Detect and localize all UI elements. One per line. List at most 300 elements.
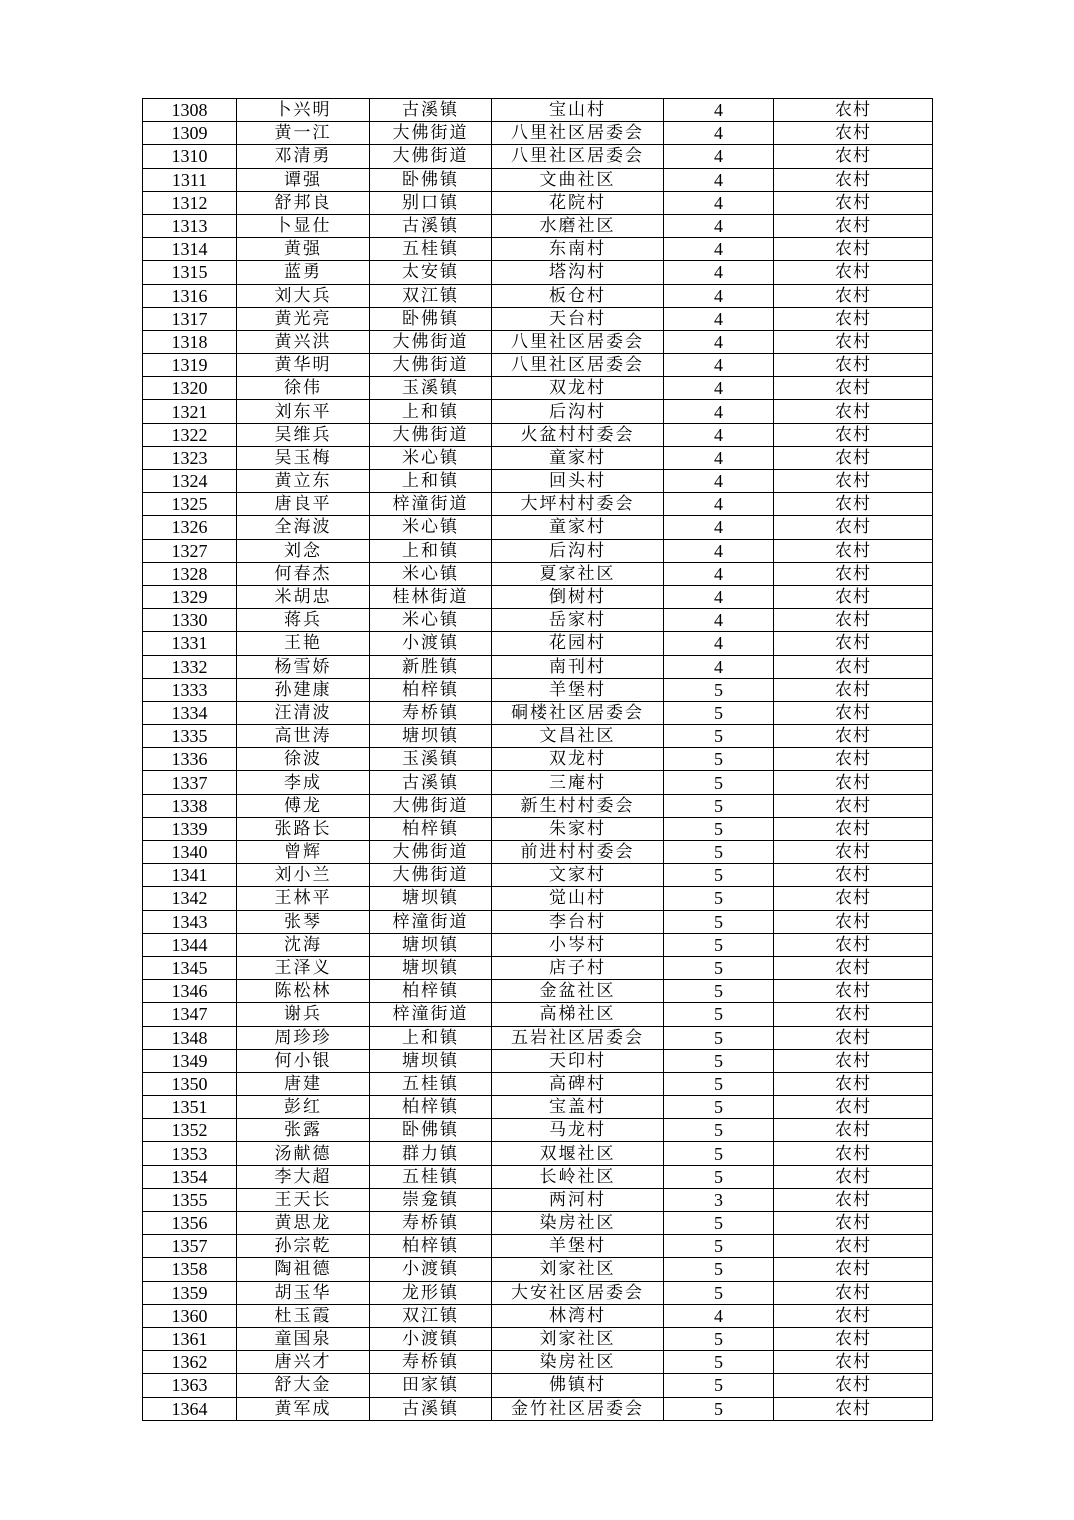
row-number-cell: 1342 bbox=[143, 887, 237, 910]
person-name-cell: 蓝勇 bbox=[237, 261, 370, 284]
village-cell: 天印村 bbox=[492, 1049, 664, 1072]
village-cell: 刘家社区 bbox=[492, 1327, 664, 1350]
area-type-cell: 农村 bbox=[774, 1212, 933, 1235]
level-cell: 4 bbox=[664, 423, 774, 446]
town-cell: 别口镇 bbox=[370, 191, 492, 214]
person-name-cell: 唐良平 bbox=[237, 493, 370, 516]
village-cell: 小岑村 bbox=[492, 933, 664, 956]
table-row bbox=[143, 99, 933, 122]
village-cell: 文曲社区 bbox=[492, 168, 664, 191]
village-cell: 天台村 bbox=[492, 307, 664, 330]
area-type-cell: 农村 bbox=[774, 191, 933, 214]
level-cell: 4 bbox=[664, 191, 774, 214]
row-number-cell: 1338 bbox=[143, 794, 237, 817]
area-type-cell: 农村 bbox=[774, 1003, 933, 1026]
village-cell: 后沟村 bbox=[492, 400, 664, 423]
person-name-cell: 全海波 bbox=[237, 516, 370, 539]
level-cell: 4 bbox=[664, 609, 774, 632]
area-type-cell: 农村 bbox=[774, 887, 933, 910]
area-type-cell: 农村 bbox=[774, 701, 933, 724]
town-cell: 五桂镇 bbox=[370, 1072, 492, 1095]
area-type-cell: 农村 bbox=[774, 864, 933, 887]
level-cell: 4 bbox=[664, 261, 774, 284]
table-row bbox=[143, 1165, 933, 1188]
table-row bbox=[143, 748, 933, 771]
row-number-cell: 1331 bbox=[143, 632, 237, 655]
village-cell: 水磨社区 bbox=[492, 214, 664, 237]
table-row bbox=[143, 446, 933, 469]
village-cell: 羊堡村 bbox=[492, 678, 664, 701]
table-row bbox=[143, 562, 933, 585]
town-cell: 柏梓镇 bbox=[370, 678, 492, 701]
person-name-cell: 黄光亮 bbox=[237, 307, 370, 330]
person-name-cell: 彭红 bbox=[237, 1096, 370, 1119]
person-name-cell: 陶祖德 bbox=[237, 1258, 370, 1281]
area-type-cell: 农村 bbox=[774, 725, 933, 748]
town-cell: 塘坝镇 bbox=[370, 725, 492, 748]
table-row bbox=[143, 168, 933, 191]
person-name-cell: 黄思龙 bbox=[237, 1212, 370, 1235]
area-type-cell: 农村 bbox=[774, 354, 933, 377]
person-name-cell: 张琴 bbox=[237, 910, 370, 933]
village-cell: 花园村 bbox=[492, 632, 664, 655]
row-number-cell: 1334 bbox=[143, 701, 237, 724]
area-type-cell: 农村 bbox=[774, 1374, 933, 1397]
town-cell: 寿桥镇 bbox=[370, 1351, 492, 1374]
town-cell: 小渡镇 bbox=[370, 632, 492, 655]
level-cell: 5 bbox=[664, 1235, 774, 1258]
level-cell: 5 bbox=[664, 748, 774, 771]
area-type-cell: 农村 bbox=[774, 214, 933, 237]
town-cell: 古溪镇 bbox=[370, 771, 492, 794]
town-cell: 塘坝镇 bbox=[370, 887, 492, 910]
person-name-cell: 黄军成 bbox=[237, 1397, 370, 1420]
town-cell: 大佛街道 bbox=[370, 864, 492, 887]
area-type-cell: 农村 bbox=[774, 168, 933, 191]
table-row bbox=[143, 1212, 933, 1235]
level-cell: 5 bbox=[664, 1119, 774, 1142]
town-cell: 新胜镇 bbox=[370, 655, 492, 678]
town-cell: 梓潼街道 bbox=[370, 493, 492, 516]
area-type-cell: 农村 bbox=[774, 841, 933, 864]
level-cell: 4 bbox=[664, 400, 774, 423]
person-name-cell: 谢兵 bbox=[237, 1003, 370, 1026]
village-cell: 染房社区 bbox=[492, 1212, 664, 1235]
person-name-cell: 吴维兵 bbox=[237, 423, 370, 446]
table-row bbox=[143, 701, 933, 724]
level-cell: 5 bbox=[664, 678, 774, 701]
table-row bbox=[143, 1397, 933, 1420]
level-cell: 3 bbox=[664, 1188, 774, 1211]
table-row bbox=[143, 980, 933, 1003]
person-name-cell: 黄华明 bbox=[237, 354, 370, 377]
person-name-cell: 卜显仕 bbox=[237, 214, 370, 237]
area-type-cell: 农村 bbox=[774, 423, 933, 446]
person-name-cell: 蒋兵 bbox=[237, 609, 370, 632]
area-type-cell: 农村 bbox=[774, 1072, 933, 1095]
area-type-cell: 农村 bbox=[774, 910, 933, 933]
person-name-cell: 张露 bbox=[237, 1119, 370, 1142]
area-type-cell: 农村 bbox=[774, 748, 933, 771]
town-cell: 大佛街道 bbox=[370, 122, 492, 145]
village-cell: 马龙村 bbox=[492, 1119, 664, 1142]
town-cell: 上和镇 bbox=[370, 400, 492, 423]
level-cell: 4 bbox=[664, 493, 774, 516]
village-cell: 高碑村 bbox=[492, 1072, 664, 1095]
village-cell: 新生村村委会 bbox=[492, 794, 664, 817]
area-type-cell: 农村 bbox=[774, 933, 933, 956]
village-cell: 羊堡村 bbox=[492, 1235, 664, 1258]
town-cell: 卧佛镇 bbox=[370, 1119, 492, 1142]
level-cell: 5 bbox=[664, 1096, 774, 1119]
person-name-cell: 杜玉霞 bbox=[237, 1304, 370, 1327]
town-cell: 上和镇 bbox=[370, 539, 492, 562]
level-cell: 5 bbox=[664, 1281, 774, 1304]
person-name-cell: 孙宗乾 bbox=[237, 1235, 370, 1258]
area-type-cell: 农村 bbox=[774, 794, 933, 817]
village-cell: 大安社区居委会 bbox=[492, 1281, 664, 1304]
level-cell: 5 bbox=[664, 771, 774, 794]
person-name-cell: 李大超 bbox=[237, 1165, 370, 1188]
area-type-cell: 农村 bbox=[774, 1142, 933, 1165]
level-cell: 5 bbox=[664, 1212, 774, 1235]
village-cell: 李台村 bbox=[492, 910, 664, 933]
person-name-cell: 徐波 bbox=[237, 748, 370, 771]
village-cell: 花院村 bbox=[492, 191, 664, 214]
level-cell: 5 bbox=[664, 933, 774, 956]
area-type-cell: 农村 bbox=[774, 400, 933, 423]
table-row bbox=[143, 307, 933, 330]
person-name-cell: 李成 bbox=[237, 771, 370, 794]
row-number-cell: 1341 bbox=[143, 864, 237, 887]
row-number-cell: 1322 bbox=[143, 423, 237, 446]
table-row bbox=[143, 214, 933, 237]
village-cell: 文家村 bbox=[492, 864, 664, 887]
village-cell: 童家村 bbox=[492, 516, 664, 539]
village-cell: 双龙村 bbox=[492, 748, 664, 771]
table-row bbox=[143, 655, 933, 678]
person-name-cell: 周珍珍 bbox=[237, 1026, 370, 1049]
village-cell: 长岭社区 bbox=[492, 1165, 664, 1188]
village-cell: 金盆社区 bbox=[492, 980, 664, 1003]
village-cell: 佛镇村 bbox=[492, 1374, 664, 1397]
town-cell: 古溪镇 bbox=[370, 99, 492, 122]
row-number-cell: 1356 bbox=[143, 1212, 237, 1235]
row-number-cell: 1345 bbox=[143, 956, 237, 979]
village-cell: 八里社区居委会 bbox=[492, 145, 664, 168]
row-number-cell: 1363 bbox=[143, 1374, 237, 1397]
row-number-cell: 1351 bbox=[143, 1096, 237, 1119]
village-cell: 夏家社区 bbox=[492, 562, 664, 585]
town-cell: 柏梓镇 bbox=[370, 1235, 492, 1258]
area-type-cell: 农村 bbox=[774, 446, 933, 469]
level-cell: 4 bbox=[664, 122, 774, 145]
person-name-cell: 刘小兰 bbox=[237, 864, 370, 887]
village-cell: 觉山村 bbox=[492, 887, 664, 910]
area-type-cell: 农村 bbox=[774, 678, 933, 701]
level-cell: 4 bbox=[664, 655, 774, 678]
table-row bbox=[143, 1072, 933, 1095]
village-cell: 童家村 bbox=[492, 446, 664, 469]
town-cell: 玉溪镇 bbox=[370, 748, 492, 771]
level-cell: 5 bbox=[664, 1072, 774, 1095]
area-type-cell: 农村 bbox=[774, 585, 933, 608]
town-cell: 上和镇 bbox=[370, 1026, 492, 1049]
table-row bbox=[143, 516, 933, 539]
person-name-cell: 高世涛 bbox=[237, 725, 370, 748]
level-cell: 5 bbox=[664, 956, 774, 979]
level-cell: 4 bbox=[664, 168, 774, 191]
table-row bbox=[143, 771, 933, 794]
level-cell: 4 bbox=[664, 238, 774, 261]
row-number-cell: 1321 bbox=[143, 400, 237, 423]
area-type-cell: 农村 bbox=[774, 145, 933, 168]
table-row bbox=[143, 1049, 933, 1072]
row-number-cell: 1353 bbox=[143, 1142, 237, 1165]
row-number-cell: 1364 bbox=[143, 1397, 237, 1420]
person-name-cell: 王艳 bbox=[237, 632, 370, 655]
row-number-cell: 1343 bbox=[143, 910, 237, 933]
village-cell: 火盆村村委会 bbox=[492, 423, 664, 446]
person-name-cell: 童国泉 bbox=[237, 1327, 370, 1350]
person-name-cell: 徐伟 bbox=[237, 377, 370, 400]
row-number-cell: 1315 bbox=[143, 261, 237, 284]
person-name-cell: 王泽义 bbox=[237, 956, 370, 979]
village-cell: 五岩社区居委会 bbox=[492, 1026, 664, 1049]
row-number-cell: 1332 bbox=[143, 655, 237, 678]
town-cell: 小渡镇 bbox=[370, 1258, 492, 1281]
person-name-cell: 唐兴才 bbox=[237, 1351, 370, 1374]
village-cell: 林湾村 bbox=[492, 1304, 664, 1327]
table-row bbox=[143, 817, 933, 840]
row-number-cell: 1354 bbox=[143, 1165, 237, 1188]
level-cell: 5 bbox=[664, 1397, 774, 1420]
level-cell: 5 bbox=[664, 887, 774, 910]
table-row bbox=[143, 330, 933, 353]
town-cell: 太安镇 bbox=[370, 261, 492, 284]
village-cell: 双堰社区 bbox=[492, 1142, 664, 1165]
table-row bbox=[143, 1304, 933, 1327]
level-cell: 4 bbox=[664, 585, 774, 608]
row-number-cell: 1358 bbox=[143, 1258, 237, 1281]
table-row bbox=[143, 354, 933, 377]
area-type-cell: 农村 bbox=[774, 377, 933, 400]
row-number-cell: 1337 bbox=[143, 771, 237, 794]
row-number-cell: 1316 bbox=[143, 284, 237, 307]
town-cell: 田家镇 bbox=[370, 1374, 492, 1397]
row-number-cell: 1308 bbox=[143, 99, 237, 122]
table-row bbox=[143, 470, 933, 493]
table-row bbox=[143, 585, 933, 608]
person-name-cell: 胡玉华 bbox=[237, 1281, 370, 1304]
town-cell: 双江镇 bbox=[370, 1304, 492, 1327]
level-cell: 4 bbox=[664, 354, 774, 377]
table-row bbox=[143, 1096, 933, 1119]
level-cell: 4 bbox=[664, 145, 774, 168]
village-cell: 南刊村 bbox=[492, 655, 664, 678]
table-row bbox=[143, 1003, 933, 1026]
village-cell: 高梯社区 bbox=[492, 1003, 664, 1026]
person-name-cell: 唐建 bbox=[237, 1072, 370, 1095]
roster-table-body bbox=[143, 99, 933, 1421]
area-type-cell: 农村 bbox=[774, 1397, 933, 1420]
row-number-cell: 1314 bbox=[143, 238, 237, 261]
town-cell: 大佛街道 bbox=[370, 794, 492, 817]
area-type-cell: 农村 bbox=[774, 516, 933, 539]
table-row bbox=[143, 864, 933, 887]
person-name-cell: 何小银 bbox=[237, 1049, 370, 1072]
person-name-cell: 傅龙 bbox=[237, 794, 370, 817]
table-row bbox=[143, 539, 933, 562]
village-cell: 刘家社区 bbox=[492, 1258, 664, 1281]
town-cell: 米心镇 bbox=[370, 562, 492, 585]
village-cell: 三庵村 bbox=[492, 771, 664, 794]
town-cell: 米心镇 bbox=[370, 446, 492, 469]
area-type-cell: 农村 bbox=[774, 539, 933, 562]
table-row bbox=[143, 956, 933, 979]
person-name-cell: 黄强 bbox=[237, 238, 370, 261]
person-name-cell: 黄兴洪 bbox=[237, 330, 370, 353]
area-type-cell: 农村 bbox=[774, 1026, 933, 1049]
row-number-cell: 1310 bbox=[143, 145, 237, 168]
row-number-cell: 1325 bbox=[143, 493, 237, 516]
village-cell: 朱家村 bbox=[492, 817, 664, 840]
village-cell: 文昌社区 bbox=[492, 725, 664, 748]
row-number-cell: 1348 bbox=[143, 1026, 237, 1049]
row-number-cell: 1311 bbox=[143, 168, 237, 191]
row-number-cell: 1359 bbox=[143, 1281, 237, 1304]
village-cell: 大坪村村委会 bbox=[492, 493, 664, 516]
level-cell: 5 bbox=[664, 794, 774, 817]
level-cell: 5 bbox=[664, 1327, 774, 1350]
area-type-cell: 农村 bbox=[774, 562, 933, 585]
village-cell: 塔沟村 bbox=[492, 261, 664, 284]
level-cell: 5 bbox=[664, 1374, 774, 1397]
table-row bbox=[143, 609, 933, 632]
person-name-cell: 卜兴明 bbox=[237, 99, 370, 122]
level-cell: 5 bbox=[664, 1142, 774, 1165]
area-type-cell: 农村 bbox=[774, 1119, 933, 1142]
town-cell: 梓潼街道 bbox=[370, 1003, 492, 1026]
town-cell: 柏梓镇 bbox=[370, 1096, 492, 1119]
row-number-cell: 1339 bbox=[143, 817, 237, 840]
town-cell: 米心镇 bbox=[370, 516, 492, 539]
level-cell: 5 bbox=[664, 725, 774, 748]
area-type-cell: 农村 bbox=[774, 99, 933, 122]
area-type-cell: 农村 bbox=[774, 1258, 933, 1281]
village-cell: 宝盖村 bbox=[492, 1096, 664, 1119]
level-cell: 5 bbox=[664, 1165, 774, 1188]
village-cell: 回头村 bbox=[492, 470, 664, 493]
person-name-cell: 曾辉 bbox=[237, 841, 370, 864]
table-row bbox=[143, 678, 933, 701]
level-cell: 5 bbox=[664, 817, 774, 840]
person-name-cell: 王天长 bbox=[237, 1188, 370, 1211]
level-cell: 4 bbox=[664, 562, 774, 585]
village-cell: 两河村 bbox=[492, 1188, 664, 1211]
row-number-cell: 1361 bbox=[143, 1327, 237, 1350]
level-cell: 5 bbox=[664, 864, 774, 887]
person-name-cell: 刘东平 bbox=[237, 400, 370, 423]
town-cell: 古溪镇 bbox=[370, 214, 492, 237]
row-number-cell: 1340 bbox=[143, 841, 237, 864]
table-row bbox=[143, 122, 933, 145]
row-number-cell: 1317 bbox=[143, 307, 237, 330]
table-row bbox=[143, 1235, 933, 1258]
row-number-cell: 1362 bbox=[143, 1351, 237, 1374]
level-cell: 4 bbox=[664, 99, 774, 122]
row-number-cell: 1327 bbox=[143, 539, 237, 562]
area-type-cell: 农村 bbox=[774, 655, 933, 678]
town-cell: 五桂镇 bbox=[370, 1165, 492, 1188]
area-type-cell: 农村 bbox=[774, 1235, 933, 1258]
row-number-cell: 1323 bbox=[143, 446, 237, 469]
person-name-cell: 米胡忠 bbox=[237, 585, 370, 608]
row-number-cell: 1344 bbox=[143, 933, 237, 956]
table-row bbox=[143, 794, 933, 817]
table-row bbox=[143, 1281, 933, 1304]
village-cell: 岳家村 bbox=[492, 609, 664, 632]
row-number-cell: 1347 bbox=[143, 1003, 237, 1026]
area-type-cell: 农村 bbox=[774, 122, 933, 145]
row-number-cell: 1328 bbox=[143, 562, 237, 585]
level-cell: 4 bbox=[664, 214, 774, 237]
town-cell: 大佛街道 bbox=[370, 145, 492, 168]
row-number-cell: 1319 bbox=[143, 354, 237, 377]
village-cell: 双龙村 bbox=[492, 377, 664, 400]
level-cell: 5 bbox=[664, 841, 774, 864]
table-row bbox=[143, 261, 933, 284]
row-number-cell: 1333 bbox=[143, 678, 237, 701]
table-row bbox=[143, 1142, 933, 1165]
area-type-cell: 农村 bbox=[774, 1188, 933, 1211]
level-cell: 5 bbox=[664, 1351, 774, 1374]
row-number-cell: 1326 bbox=[143, 516, 237, 539]
town-cell: 寿桥镇 bbox=[370, 701, 492, 724]
village-cell: 东南村 bbox=[492, 238, 664, 261]
row-number-cell: 1336 bbox=[143, 748, 237, 771]
table-row bbox=[143, 1188, 933, 1211]
area-type-cell: 农村 bbox=[774, 1304, 933, 1327]
village-cell: 金竹社区居委会 bbox=[492, 1397, 664, 1420]
area-type-cell: 农村 bbox=[774, 1096, 933, 1119]
level-cell: 4 bbox=[664, 330, 774, 353]
person-name-cell: 刘念 bbox=[237, 539, 370, 562]
row-number-cell: 1349 bbox=[143, 1049, 237, 1072]
area-type-cell: 农村 bbox=[774, 261, 933, 284]
person-name-cell: 陈松林 bbox=[237, 980, 370, 1003]
row-number-cell: 1312 bbox=[143, 191, 237, 214]
area-type-cell: 农村 bbox=[774, 980, 933, 1003]
row-number-cell: 1355 bbox=[143, 1188, 237, 1211]
person-name-cell: 邓清勇 bbox=[237, 145, 370, 168]
village-cell: 八里社区居委会 bbox=[492, 122, 664, 145]
level-cell: 5 bbox=[664, 980, 774, 1003]
table-row bbox=[143, 933, 933, 956]
level-cell: 5 bbox=[664, 1026, 774, 1049]
table-row bbox=[143, 632, 933, 655]
level-cell: 4 bbox=[664, 284, 774, 307]
town-cell: 小渡镇 bbox=[370, 1327, 492, 1350]
village-cell: 后沟村 bbox=[492, 539, 664, 562]
town-cell: 龙形镇 bbox=[370, 1281, 492, 1304]
table-row bbox=[143, 887, 933, 910]
area-type-cell: 农村 bbox=[774, 1049, 933, 1072]
table-row bbox=[143, 284, 933, 307]
level-cell: 4 bbox=[664, 470, 774, 493]
village-cell: 宝山村 bbox=[492, 99, 664, 122]
town-cell: 柏梓镇 bbox=[370, 817, 492, 840]
